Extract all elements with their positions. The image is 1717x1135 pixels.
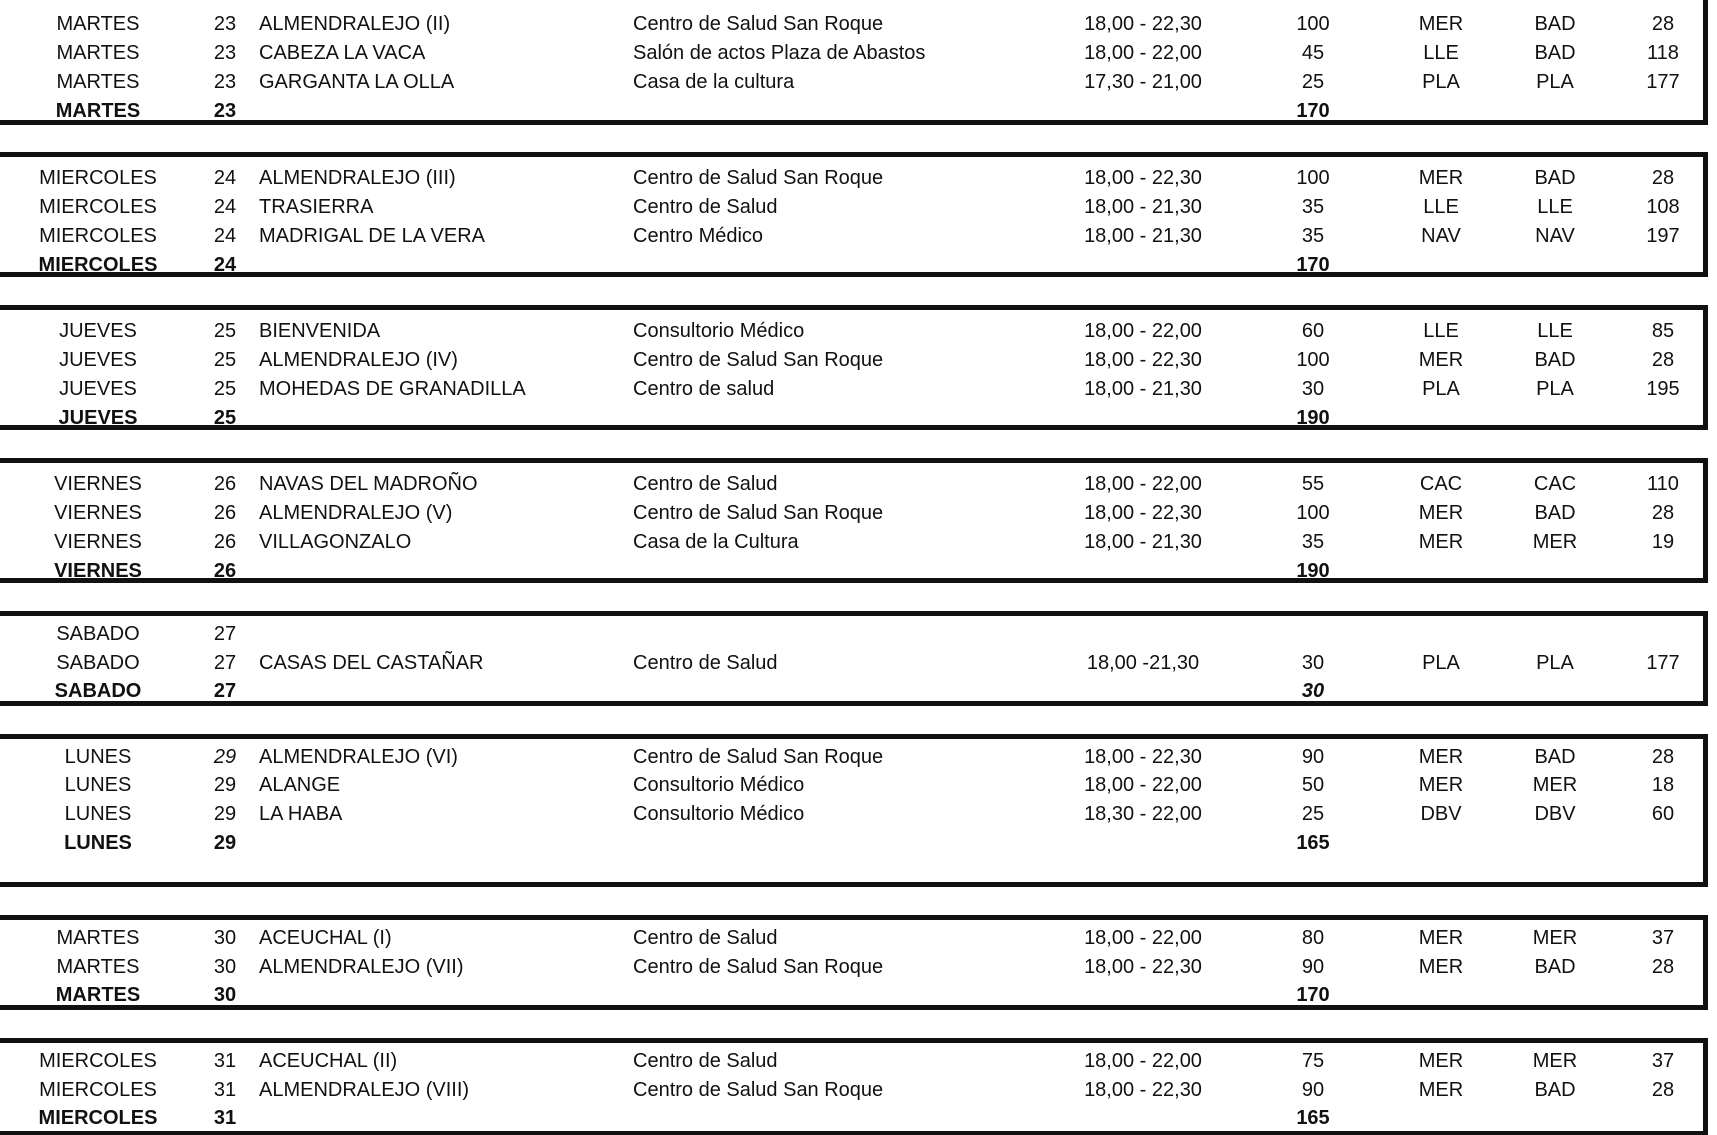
date-cell: 29 bbox=[213, 774, 237, 796]
schedule-group-lunes-29 bbox=[0, 734, 1708, 887]
date-total-cell: 29 bbox=[213, 832, 237, 854]
code1-cell: MER bbox=[1418, 746, 1464, 768]
table-row bbox=[0, 346, 1703, 374]
location-cell: ALMENDRALEJO (II) bbox=[259, 13, 451, 35]
capacity-cell: 35 bbox=[1301, 196, 1325, 218]
number-cell: 28 bbox=[1651, 167, 1675, 189]
capacity-total-cell: 190 bbox=[1296, 407, 1330, 429]
schedule-group-martes-23 bbox=[0, 0, 1708, 125]
date-cell: 24 bbox=[213, 225, 237, 247]
capacity-total-cell: 170 bbox=[1296, 100, 1330, 122]
number-cell: 108 bbox=[1646, 196, 1680, 218]
schedule-group-jueves-25 bbox=[0, 305, 1708, 430]
code2-cell: PLA bbox=[1536, 652, 1574, 674]
day-cell: JUEVES bbox=[59, 378, 137, 400]
number-cell: 18 bbox=[1651, 774, 1675, 796]
time-cell: 18,30 - 22,00 bbox=[1084, 803, 1202, 825]
location-cell: ALMENDRALEJO (V) bbox=[259, 502, 453, 524]
schedule-group-miercoles-31 bbox=[0, 1038, 1708, 1135]
capacity-total-cell: 170 bbox=[1296, 984, 1330, 1006]
code1-cell: LLE bbox=[1423, 320, 1459, 342]
total-row bbox=[0, 404, 1703, 432]
table-row bbox=[0, 771, 1703, 799]
code1-cell: MER bbox=[1418, 167, 1464, 189]
venue-cell: Centro de Salud bbox=[633, 927, 778, 949]
day-cell: SABADO bbox=[56, 652, 140, 674]
time-cell: 18,00 - 21,30 bbox=[1084, 531, 1202, 553]
number-cell: 195 bbox=[1646, 378, 1680, 400]
day-total-cell: SABADO bbox=[54, 680, 142, 702]
day-total-cell: JUEVES bbox=[58, 407, 138, 429]
venue-cell: Centro de Salud San Roque bbox=[633, 956, 884, 978]
date-cell: 26 bbox=[213, 531, 237, 553]
total-row bbox=[0, 97, 1703, 125]
capacity-cell: 60 bbox=[1301, 320, 1325, 342]
location-cell: ALMENDRALEJO (IV) bbox=[259, 349, 458, 371]
table-row bbox=[0, 649, 1703, 677]
day-cell: MIERCOLES bbox=[39, 167, 157, 189]
time-cell: 18,00 - 21,30 bbox=[1084, 196, 1202, 218]
number-cell: 37 bbox=[1651, 1050, 1675, 1072]
day-cell: MIERCOLES bbox=[39, 1079, 157, 1101]
capacity-total-cell: 190 bbox=[1296, 560, 1330, 582]
date-total-cell: 25 bbox=[213, 407, 237, 429]
code1-cell: MER bbox=[1418, 1079, 1464, 1101]
day-cell: MARTES bbox=[56, 13, 140, 35]
date-cell: 24 bbox=[213, 196, 237, 218]
venue-cell: Centro de Salud San Roque bbox=[633, 1079, 884, 1101]
location-cell: ALMENDRALEJO (VI) bbox=[259, 746, 458, 768]
day-cell: MIERCOLES bbox=[39, 1050, 157, 1072]
time-cell: 18,00 -21,30 bbox=[1086, 652, 1200, 674]
number-cell: 28 bbox=[1651, 502, 1675, 524]
code1-cell: MER bbox=[1418, 349, 1464, 371]
table-row bbox=[0, 953, 1703, 981]
location-cell: CABEZA LA VACA bbox=[259, 42, 426, 64]
code2-cell: BAD bbox=[1534, 349, 1576, 371]
table-row bbox=[0, 470, 1703, 498]
date-total-cell: 24 bbox=[213, 254, 237, 276]
code1-cell: MER bbox=[1418, 956, 1464, 978]
table-row bbox=[0, 743, 1703, 771]
time-cell: 18,00 - 22,30 bbox=[1084, 349, 1202, 371]
date-total-cell: 26 bbox=[213, 560, 237, 582]
code2-cell: BAD bbox=[1534, 1079, 1576, 1101]
day-total-cell: MARTES bbox=[55, 100, 141, 122]
code2-cell: LLE bbox=[1537, 320, 1573, 342]
time-cell: 18,00 - 21,30 bbox=[1084, 225, 1202, 247]
venue-cell: Salón de actos Plaza de Abastos bbox=[633, 42, 926, 64]
number-cell: 177 bbox=[1646, 71, 1680, 93]
capacity-cell: 25 bbox=[1301, 71, 1325, 93]
day-total-cell: MARTES bbox=[55, 984, 141, 1006]
day-total-cell: VIERNES bbox=[54, 560, 142, 582]
date-cell: 25 bbox=[213, 378, 237, 400]
code2-cell: MER bbox=[1532, 774, 1578, 796]
day-cell: SABADO bbox=[56, 623, 140, 645]
date-total-cell: 31 bbox=[213, 1107, 237, 1129]
number-cell: 85 bbox=[1651, 320, 1675, 342]
table-row bbox=[0, 1047, 1703, 1075]
code1-cell: PLA bbox=[1422, 378, 1460, 400]
venue-cell: Centro de salud bbox=[633, 378, 775, 400]
code1-cell: MER bbox=[1418, 774, 1464, 796]
number-cell: 177 bbox=[1646, 652, 1680, 674]
venue-cell: Centro de Salud San Roque bbox=[633, 13, 884, 35]
venue-cell: Casa de la Cultura bbox=[633, 531, 799, 553]
code2-cell: PLA bbox=[1536, 71, 1574, 93]
code2-cell: BAD bbox=[1534, 746, 1576, 768]
table-row bbox=[0, 620, 1703, 648]
capacity-cell: 45 bbox=[1301, 42, 1325, 64]
venue-cell: Centro Médico bbox=[633, 225, 764, 247]
schedule-group-miercoles-24 bbox=[0, 152, 1708, 277]
day-cell: MIERCOLES bbox=[39, 196, 157, 218]
code2-cell: LLE bbox=[1537, 196, 1573, 218]
code1-cell: PLA bbox=[1422, 652, 1460, 674]
capacity-cell: 90 bbox=[1301, 956, 1325, 978]
total-row bbox=[0, 251, 1703, 279]
time-cell: 18,00 - 22,30 bbox=[1084, 167, 1202, 189]
code2-cell: BAD bbox=[1534, 13, 1576, 35]
capacity-cell: 100 bbox=[1296, 349, 1330, 371]
location-cell: GARGANTA LA OLLA bbox=[259, 71, 455, 93]
date-cell: 25 bbox=[213, 320, 237, 342]
date-cell: 23 bbox=[213, 42, 237, 64]
day-cell: MIERCOLES bbox=[39, 225, 157, 247]
capacity-cell: 75 bbox=[1301, 1050, 1325, 1072]
date-total-cell: 23 bbox=[213, 100, 237, 122]
capacity-total-cell: 165 bbox=[1296, 832, 1330, 854]
total-row bbox=[0, 829, 1703, 857]
number-cell: 19 bbox=[1651, 531, 1675, 553]
time-cell: 18,00 - 22,30 bbox=[1084, 746, 1202, 768]
number-cell: 197 bbox=[1646, 225, 1680, 247]
code1-cell: MER bbox=[1418, 502, 1464, 524]
code1-cell: LLE bbox=[1423, 42, 1459, 64]
capacity-cell: 90 bbox=[1301, 746, 1325, 768]
venue-cell: Centro de Salud San Roque bbox=[633, 167, 884, 189]
location-cell: CASAS DEL CASTAÑAR bbox=[259, 652, 484, 674]
venue-cell: Centro de Salud bbox=[633, 473, 778, 495]
venue-cell: Consultorio Médico bbox=[633, 320, 805, 342]
table-row bbox=[0, 10, 1703, 38]
time-cell: 18,00 - 22,30 bbox=[1084, 956, 1202, 978]
day-total-cell: MIERCOLES bbox=[38, 254, 158, 276]
day-cell: LUNES bbox=[64, 774, 132, 796]
number-cell: 28 bbox=[1651, 13, 1675, 35]
table-row bbox=[0, 68, 1703, 96]
capacity-cell: 25 bbox=[1301, 803, 1325, 825]
location-cell: MADRIGAL DE LA VERA bbox=[259, 225, 485, 247]
date-cell: 29 bbox=[213, 803, 237, 825]
code1-cell: MER bbox=[1418, 1050, 1464, 1072]
table-row bbox=[0, 39, 1703, 67]
date-total-cell: 30 bbox=[213, 984, 237, 1006]
day-cell: JUEVES bbox=[59, 320, 137, 342]
capacity-cell: 100 bbox=[1296, 167, 1330, 189]
location-cell: ALMENDRALEJO (VIII) bbox=[259, 1079, 470, 1101]
location-cell: LA HABA bbox=[259, 803, 343, 825]
table-row bbox=[0, 924, 1703, 952]
day-cell: VIERNES bbox=[54, 473, 142, 495]
venue-cell: Centro de Salud bbox=[633, 652, 778, 674]
time-cell: 18,00 - 22,00 bbox=[1084, 320, 1202, 342]
time-cell: 18,00 - 22,30 bbox=[1084, 1079, 1202, 1101]
table-row bbox=[0, 164, 1703, 192]
code2-cell: BAD bbox=[1534, 42, 1576, 64]
total-row bbox=[0, 677, 1703, 705]
capacity-cell: 35 bbox=[1301, 225, 1325, 247]
location-cell: ALANGE bbox=[259, 774, 341, 796]
number-cell: 60 bbox=[1651, 803, 1675, 825]
date-cell: 27 bbox=[213, 623, 237, 645]
venue-cell: Centro de Salud San Roque bbox=[633, 349, 884, 371]
code1-cell: MER bbox=[1418, 927, 1464, 949]
day-cell: MARTES bbox=[56, 71, 140, 93]
capacity-cell: 30 bbox=[1301, 378, 1325, 400]
time-cell: 18,00 - 22,00 bbox=[1084, 774, 1202, 796]
code1-cell: PLA bbox=[1422, 71, 1460, 93]
venue-cell: Consultorio Médico bbox=[633, 774, 805, 796]
capacity-cell: 55 bbox=[1301, 473, 1325, 495]
day-cell: LUNES bbox=[64, 803, 132, 825]
code2-cell: MER bbox=[1532, 927, 1578, 949]
location-cell: TRASIERRA bbox=[259, 196, 374, 218]
time-cell: 18,00 - 22,30 bbox=[1084, 502, 1202, 524]
date-total-cell: 27 bbox=[213, 680, 237, 702]
number-cell: 118 bbox=[1647, 42, 1679, 64]
number-cell: 28 bbox=[1651, 1079, 1675, 1101]
number-cell: 37 bbox=[1651, 927, 1675, 949]
venue-cell: Casa de la cultura bbox=[633, 71, 795, 93]
capacity-cell: 30 bbox=[1301, 652, 1325, 674]
day-cell: MARTES bbox=[56, 956, 140, 978]
date-cell: 30 bbox=[213, 956, 237, 978]
table-row bbox=[0, 800, 1703, 828]
date-cell: 23 bbox=[213, 71, 237, 93]
day-cell: VIERNES bbox=[54, 531, 142, 553]
code2-cell: MER bbox=[1532, 531, 1578, 553]
code2-cell: DBV bbox=[1534, 803, 1576, 825]
code1-cell: NAV bbox=[1421, 225, 1461, 247]
date-cell: 29 bbox=[213, 746, 237, 768]
day-total-cell: MIERCOLES bbox=[38, 1107, 158, 1129]
table-row bbox=[0, 193, 1703, 221]
day-cell: MARTES bbox=[56, 42, 140, 64]
number-cell: 28 bbox=[1651, 349, 1675, 371]
table-row bbox=[0, 499, 1703, 527]
code2-cell: MER bbox=[1532, 1050, 1578, 1072]
time-cell: 18,00 - 22,00 bbox=[1084, 927, 1202, 949]
capacity-cell: 50 bbox=[1301, 774, 1325, 796]
day-total-cell: LUNES bbox=[64, 832, 132, 854]
location-cell: NAVAS DEL MADROÑO bbox=[259, 473, 478, 495]
total-row bbox=[0, 1104, 1703, 1132]
date-cell: 23 bbox=[213, 13, 237, 35]
date-cell: 31 bbox=[213, 1050, 237, 1072]
location-cell: BIENVENIDA bbox=[259, 320, 381, 342]
code2-cell: BAD bbox=[1534, 167, 1576, 189]
code2-cell: CAC bbox=[1533, 473, 1577, 495]
day-cell: JUEVES bbox=[59, 349, 137, 371]
date-cell: 30 bbox=[213, 927, 237, 949]
number-cell: 28 bbox=[1651, 746, 1675, 768]
code1-cell: MER bbox=[1418, 13, 1464, 35]
capacity-cell: 35 bbox=[1301, 531, 1325, 553]
total-row bbox=[0, 557, 1703, 585]
date-cell: 27 bbox=[213, 652, 237, 674]
code1-cell: MER bbox=[1418, 531, 1464, 553]
location-cell: ACEUCHAL (II) bbox=[259, 1050, 398, 1072]
table-row bbox=[0, 528, 1703, 556]
venue-cell: Centro de Salud San Roque bbox=[633, 502, 884, 524]
code2-cell: BAD bbox=[1534, 502, 1576, 524]
capacity-cell: 100 bbox=[1296, 502, 1330, 524]
venue-cell: Centro de Salud bbox=[633, 1050, 778, 1072]
table-row bbox=[0, 317, 1703, 345]
schedule-group-viernes-26 bbox=[0, 458, 1708, 583]
venue-cell: Centro de Salud San Roque bbox=[633, 746, 884, 768]
time-cell: 18,00 - 22,30 bbox=[1084, 13, 1202, 35]
table-row bbox=[0, 222, 1703, 250]
schedule-group-sabado-27 bbox=[0, 611, 1708, 706]
location-cell: ALMENDRALEJO (III) bbox=[259, 167, 456, 189]
location-cell: MOHEDAS DE GRANADILLA bbox=[259, 378, 526, 400]
total-row bbox=[0, 981, 1703, 1009]
venue-cell: Centro de Salud bbox=[633, 196, 778, 218]
date-cell: 26 bbox=[213, 502, 237, 524]
capacity-cell: 90 bbox=[1301, 1079, 1325, 1101]
day-cell: VIERNES bbox=[54, 502, 142, 524]
schedule-group-martes-30 bbox=[0, 915, 1708, 1010]
capacity-total-cell: 170 bbox=[1296, 254, 1330, 276]
table-row bbox=[0, 375, 1703, 403]
code2-cell: BAD bbox=[1534, 956, 1576, 978]
time-cell: 17,30 - 21,00 bbox=[1084, 71, 1202, 93]
code1-cell: LLE bbox=[1423, 196, 1459, 218]
location-cell: ALMENDRALEJO (VII) bbox=[259, 956, 464, 978]
location-cell: ACEUCHAL (I) bbox=[259, 927, 392, 949]
code2-cell: NAV bbox=[1535, 225, 1575, 247]
code1-cell: DBV bbox=[1420, 803, 1462, 825]
number-cell: 28 bbox=[1651, 956, 1675, 978]
code2-cell: PLA bbox=[1536, 378, 1574, 400]
capacity-total-cell: 165 bbox=[1296, 1107, 1330, 1129]
time-cell: 18,00 - 22,00 bbox=[1084, 1050, 1202, 1072]
location-cell: VILLAGONZALO bbox=[259, 531, 412, 553]
capacity-cell: 100 bbox=[1296, 13, 1330, 35]
day-cell: MARTES bbox=[56, 927, 140, 949]
date-cell: 26 bbox=[213, 473, 237, 495]
day-cell: LUNES bbox=[64, 746, 132, 768]
time-cell: 18,00 - 21,30 bbox=[1084, 378, 1202, 400]
time-cell: 18,00 - 22,00 bbox=[1084, 42, 1202, 64]
table-row bbox=[0, 1076, 1703, 1104]
capacity-total-cell: 30 bbox=[1301, 680, 1325, 702]
date-cell: 31 bbox=[213, 1079, 237, 1101]
date-cell: 25 bbox=[213, 349, 237, 371]
time-cell: 18,00 - 22,00 bbox=[1084, 473, 1202, 495]
capacity-cell: 80 bbox=[1301, 927, 1325, 949]
number-cell: 110 bbox=[1647, 473, 1679, 495]
code1-cell: CAC bbox=[1419, 473, 1463, 495]
venue-cell: Consultorio Médico bbox=[633, 803, 805, 825]
date-cell: 24 bbox=[213, 167, 237, 189]
